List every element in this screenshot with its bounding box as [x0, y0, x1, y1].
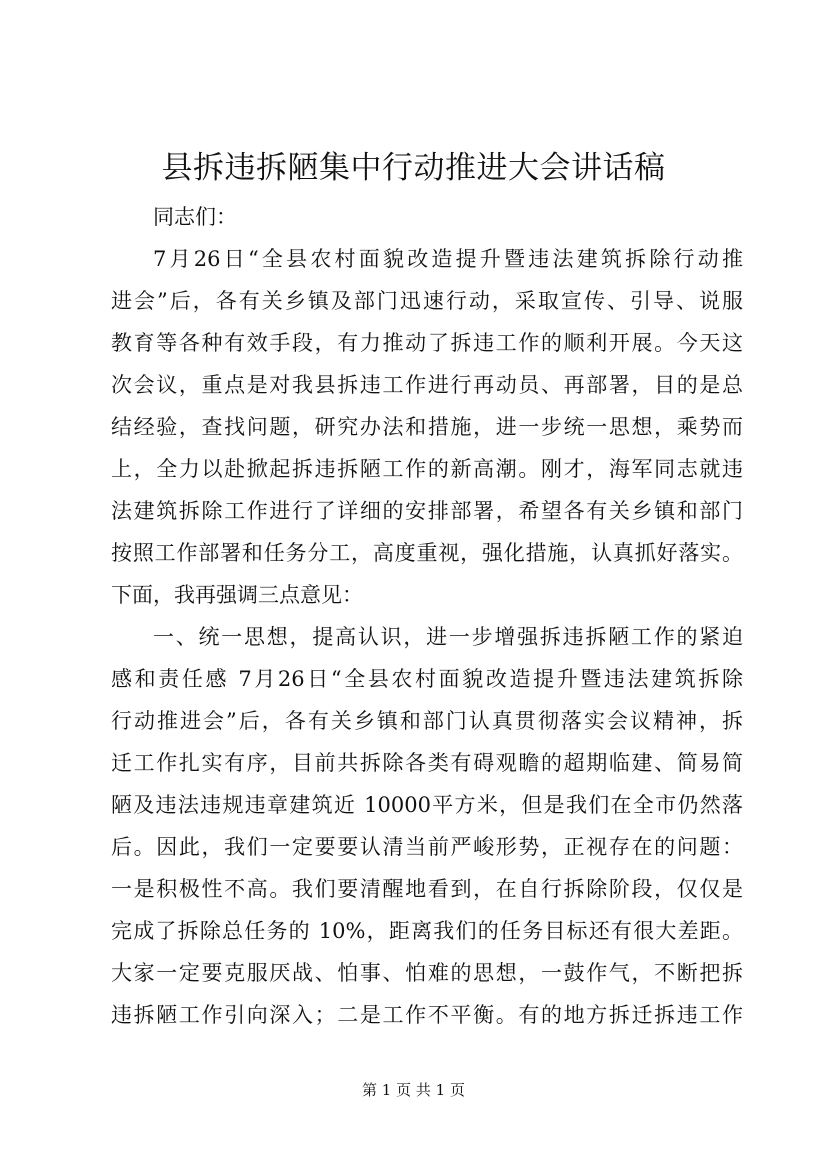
- body-line: 下面，我再强调三点意见：: [111, 583, 363, 607]
- body-line: 感和责任感 7月26日“全县农村面貌改造提升暨违法建筑拆除: [111, 667, 743, 691]
- body-line: 迁工作扎实有序，目前共拆除各类有碍观瞻的超期临建、简易简: [111, 751, 743, 775]
- body-line: 按照工作部署和任务分工，高度重视，强化措施，认真抓好落实。: [111, 541, 743, 565]
- page-footer: 第 1 页 共 1 页: [362, 1081, 465, 1099]
- body-line: 7月26日“全县农村面貌改造提升暨违法建筑拆除行动推: [153, 247, 743, 271]
- body-line: 教育等各种有效手段，有力推动了拆违工作的顺利开展。今天这: [111, 331, 743, 355]
- body-line: 结经验，查找问题，研究办法和措施，进一步统一思想，乘势而: [111, 415, 743, 439]
- body-line: 后。因此，我们一定要要认清当前严峻形势，正视存在的问题：: [111, 835, 743, 859]
- body-line: 一是积极性不高。我们要清醒地看到，在自行拆除阶段，仅仅是: [111, 877, 743, 901]
- document-title: 县拆违拆陋集中行动推进大会讲话稿: [161, 150, 666, 186]
- body-line: 一、统一思想，提高认识，进一步增强拆违拆陋工作的紧迫: [153, 625, 743, 649]
- body-line: 行动推进会”后，各有关乡镇和部门认真贯彻落实会议精神，拆: [111, 709, 743, 733]
- body-line: 违拆陋工作引向深入；二是工作不平衡。有的地方拆迁拆违工作: [111, 1003, 743, 1027]
- body-line: 同志们：: [153, 205, 237, 229]
- body-line: 大家一定要克服厌战、怕事、怕难的思想，一鼓作气，不断把拆: [111, 961, 743, 985]
- body-line: 陋及违法违规违章建筑近 10000平方米，但是我们在全市仍然落: [111, 793, 743, 817]
- body-line: 上，全力以赴掀起拆违拆陋工作的新高潮。刚才，海军同志就违: [111, 457, 743, 481]
- body-line: 次会议，重点是对我县拆违工作进行再动员、再部署，目的是总: [111, 373, 743, 397]
- body-line: 进会”后，各有关乡镇及部门迅速行动，采取宣传、引导、说服: [111, 289, 743, 313]
- body-line: 完成了拆除总任务的 10%，距离我们的任务目标还有很大差距。: [111, 919, 743, 943]
- document-body: [111, 196, 743, 1036]
- body-line: 法建筑拆除工作进行了详细的安排部署，希望各有关乡镇和部门: [111, 499, 743, 523]
